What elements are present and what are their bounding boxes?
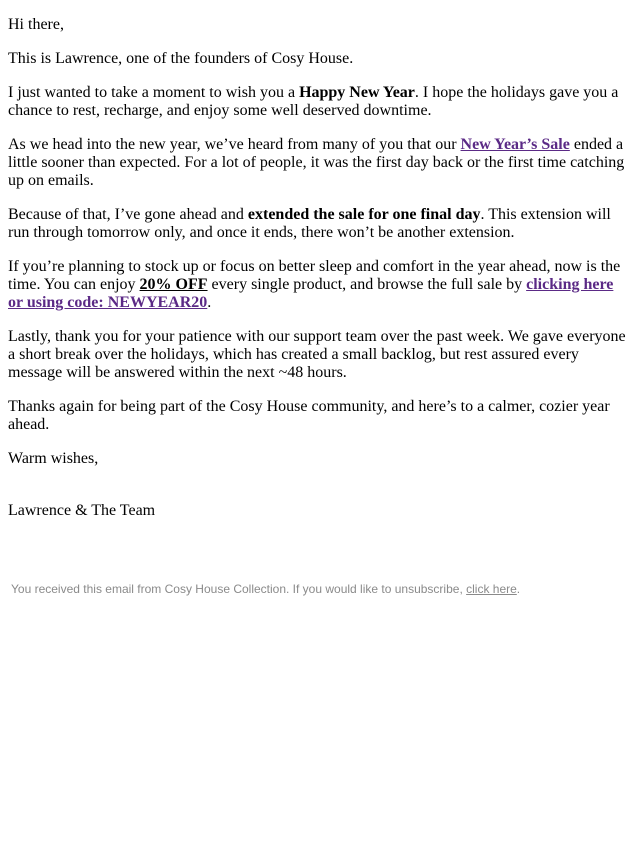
extension-paragraph <box>8 206 632 242</box>
sale-ended-paragraph <box>8 136 632 190</box>
discount-amount: 20% OFF <box>139 276 208 293</box>
email-footer <box>8 582 632 596</box>
intro-paragraph: This is Lawrence, one of the founders of Cosy House. <box>8 50 354 67</box>
closing: Warm wishes, <box>8 450 99 467</box>
new-year-paragraph <box>8 84 632 120</box>
new-year-text-after: . I hope the holidays gave you a chance to rest, recharge, and enjoy some well deserved downtime. <box>8 84 619 119</box>
signature: Lawrence & The Team <box>8 502 156 519</box>
shop-sale-link[interactable]: clicking here or using code: NEWYEAR20 <box>8 276 614 311</box>
discount-text-middle: every single product, and browse the full sale by <box>207 276 527 293</box>
new-years-sale-link[interactable]: New Year’s Sale <box>460 136 570 153</box>
sale-ended-text-after: ended a little sooner than expected. For a lot of people, it was the first day back or the first time catching up on emails. <box>8 136 625 189</box>
footer-text: You received this email from Cosy House Collection. If you would like to unsubscribe, <box>11 582 467 596</box>
extension-text-after: . This extension will run through tomorrow only, and once it ends, there won’t be another extension. <box>8 206 611 241</box>
sale-ended-text-before: As we head into the new year, we’ve heard from many of you that our <box>8 136 461 153</box>
discount-text-after: . <box>207 294 212 311</box>
extension-text-before: Because of that, I’ve gone ahead and <box>8 206 248 223</box>
footer-text-after: . <box>516 582 521 596</box>
new-year-text-before: I just wanted to take a moment to wish you a <box>8 84 300 101</box>
unsubscribe-link[interactable]: click here <box>466 582 517 596</box>
support-paragraph: Lastly, thank you for your patience with our support team over the past week. We gave everyone a short break over the holidays, which has created a small backlog, but rest assured every message will be answered within the next ~48 hours. <box>8 328 626 381</box>
happy-new-year-bold: Happy New Year <box>299 84 415 101</box>
greeting: Hi there, <box>8 16 64 33</box>
discount-text-before: If you’re planning to stock up or focus on better sleep and comfort in the year ahead, now is the time. You can enjoy <box>8 258 621 293</box>
thanks-paragraph: Thanks again for being part of the Cosy House community, and here’s to a calmer, cozier year ahead. <box>8 398 610 433</box>
discount-paragraph <box>8 258 632 312</box>
extension-bold: extended the sale for one final day <box>247 206 481 223</box>
